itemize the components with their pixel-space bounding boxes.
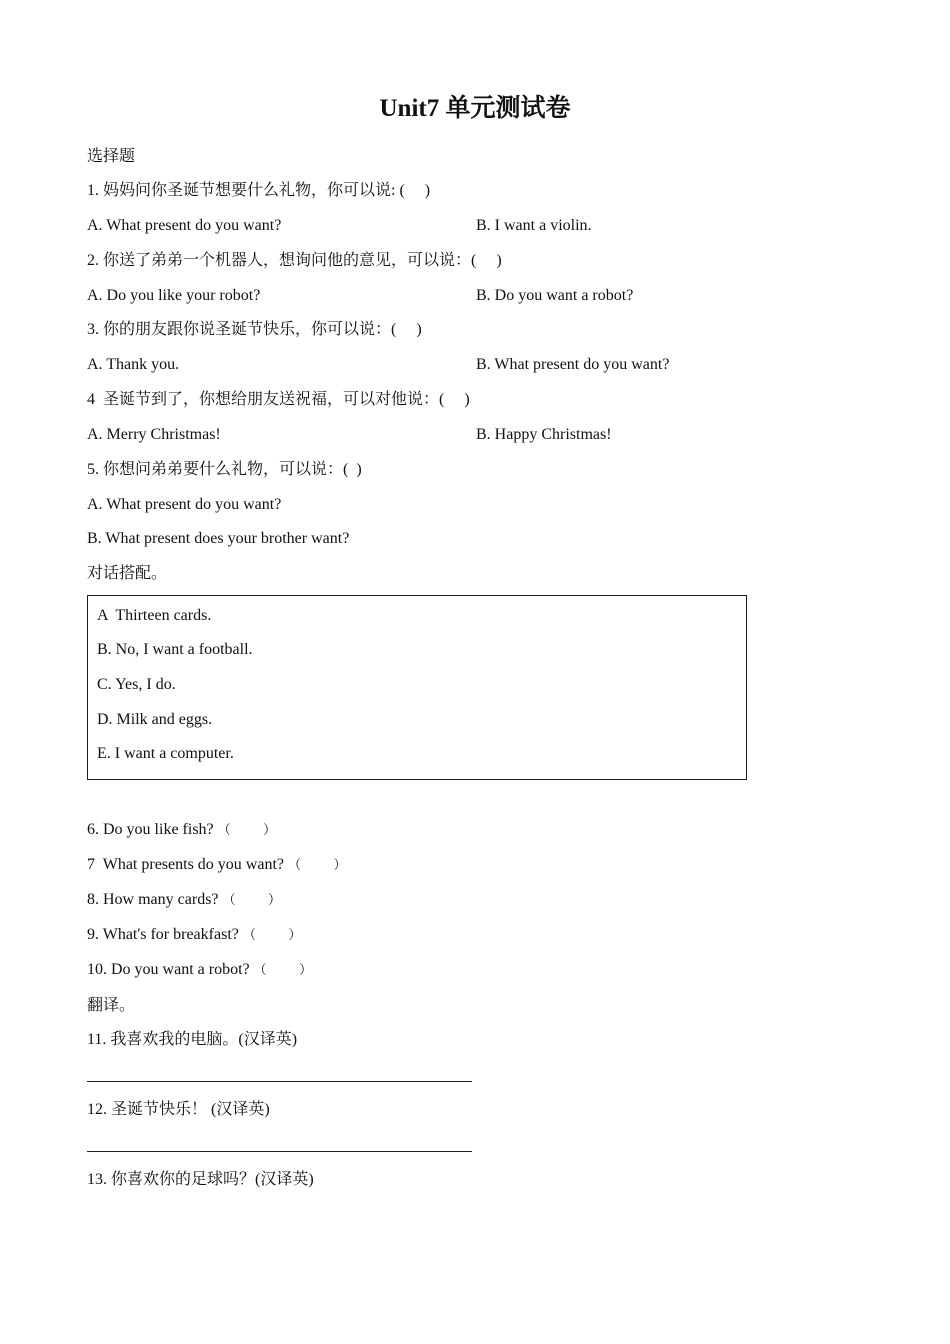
question-12: 12. 圣诞节快乐！ (汉译英) [87, 1101, 270, 1118]
question-4: 4 圣诞节到了，你想给朋友送祝福，可以对他说：( ) [87, 391, 470, 408]
question-1-option-a: A. What present do you want? [87, 217, 282, 234]
page-title: Unit7 单元测试卷 [379, 95, 571, 122]
question-3: 3. 你的朋友跟你说圣诞节快乐，你可以说：( ) [87, 321, 422, 338]
answer-option-d: D. Milk and eggs. [97, 711, 213, 728]
answer-option-c: C. Yes, I do. [97, 676, 176, 693]
question-8-text: 8. How many cards? [87, 891, 219, 908]
question-1: 1. 妈妈问你圣诞节想要什么礼物，你可以说: ( ) [87, 182, 431, 199]
question-5-option-a: A. What present do you want? [87, 496, 282, 513]
answer-options-box [87, 595, 747, 780]
section-heading-translation: 翻译。 [87, 997, 136, 1014]
section-heading-matching: 对话搭配。 [87, 565, 168, 582]
question-2-option-b: B. Do you want a robot? [476, 287, 634, 304]
question-12-answer-line[interactable] [87, 1151, 472, 1152]
answer-option-a: A Thirteen cards. [97, 607, 212, 624]
question-10 [87, 960, 312, 980]
question-7-text: 7 What presents do you want? [87, 856, 284, 873]
question-6-text: 6. Do you like fish? [87, 821, 214, 838]
question-2-option-a: A. Do you like your robot? [87, 287, 261, 304]
question-6 [87, 820, 276, 840]
question-6-answer-blank[interactable]: （ ） [217, 822, 277, 837]
question-9-text: 9. What's for breakfast? [87, 926, 239, 943]
section-heading-choice: 选择题 [87, 148, 136, 165]
question-8-answer-blank[interactable]: （ ） [222, 892, 282, 907]
question-10-answer-blank[interactable]: （ ） [253, 962, 313, 977]
question-5: 5. 你想问弟弟要什么礼物，可以说：( ) [87, 461, 362, 478]
question-13: 13. 你喜欢你的足球吗？(汉译英) [87, 1171, 314, 1188]
question-3-option-b: B. What present do you want? [476, 356, 670, 373]
answer-option-b: B. No, I want a football. [97, 641, 253, 658]
answer-option-e: E. I want a computer. [97, 745, 234, 762]
question-8 [87, 890, 281, 910]
question-11-answer-line[interactable] [87, 1081, 472, 1082]
question-5-option-b: B. What present does your brother want? [87, 530, 350, 547]
question-1-option-b: B. I want a violin. [476, 217, 592, 234]
question-4-option-a: A. Merry Christmas! [87, 426, 221, 443]
question-2: 2. 你送了弟弟一个机器人，想询问他的意见，可以说：( ) [87, 252, 502, 269]
question-7 [87, 855, 347, 875]
question-9-answer-blank[interactable]: （ ） [242, 927, 302, 942]
question-11: 11. 我喜欢我的电脑。(汉译英) [87, 1031, 298, 1048]
question-10-text: 10. Do you want a robot? [87, 961, 250, 978]
question-3-option-a: A. Thank you. [87, 356, 180, 373]
question-4-option-b: B. Happy Christmas! [476, 426, 612, 443]
question-7-answer-blank[interactable]: （ ） [288, 857, 347, 872]
question-9 [87, 925, 301, 945]
